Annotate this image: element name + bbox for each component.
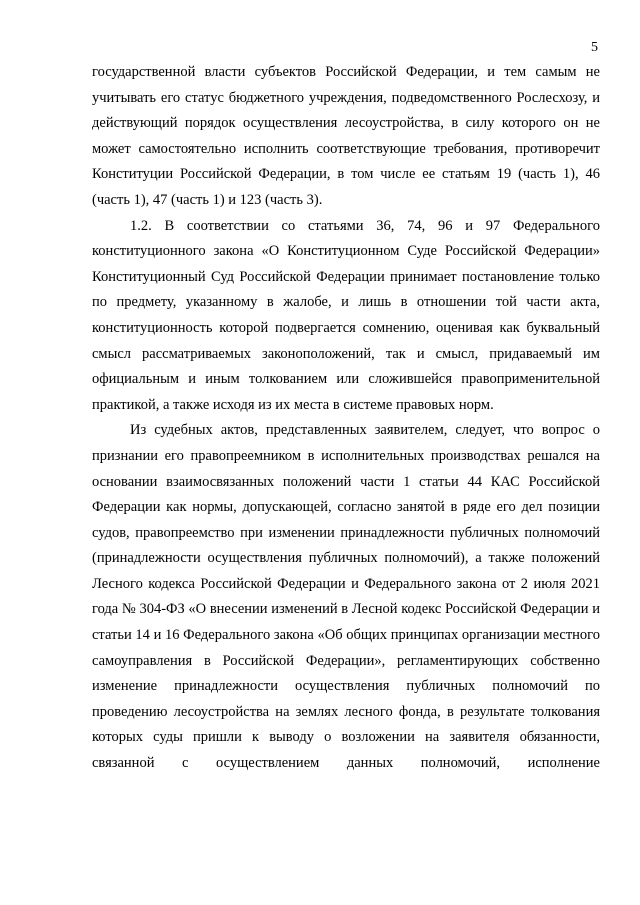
page-number: 5	[591, 40, 598, 55]
paragraph-court-acts: Из судебных актов, представленных заявителем, следует, что вопрос о признании его правопреемником в исполнительных производствах решался на основании взаимосвязанных положений части 1 статьи 44 КАС Российской Федерации как нормы, допускающей, согласно занятой в ряде его дел позиции судов, правопреемство при изменении принадлежности публичных полномочий (принадлежности осуществления публичных полномочий), а также положений Лесного кодекса Российской Федерации и Федерального закона от 2 июля 2021 года № 304-ФЗ «О внесении изменений в Лесной кодекс Российской Федерации и статьи 14 и 16 Федерального закона «Об общих принципах организации местного самоуправления в Российской Федерации», регламентирующих собственно изменение принадлежности осуществления публичных полномочий по проведению лесоустройства на землях лесного фонда, в результате толкования которых суды пришли к выводу о возложении на заявителя обязанности, связанной с осуществлением данных полномочий, исполнение	[92, 422, 600, 772]
document-body	[92, 60, 600, 777]
paragraph-continuation: государственной власти субъектов Российской Федерации, и тем самым не учитывать его статус бюджетного учреждения, подведомственного Рослесхозу, и действующий порядок осуществления лесоустройства, в силу которого он не может самостоятельно исполнить соответствующие требования, противоречит Конституции Российской Федерации, в том числе ее статьям 19 (часть 1), 46 (часть 1), 47 (часть 1) и 123 (часть 3).	[92, 64, 600, 208]
paragraph-section-1-2: 1.2. В соответствии со статьями 36, 74, 96 и 97 Федерального конституционного закона «О Конституционном Суде Российской Федерации» Конституционный Суд Российской Федерации принимает постановление только по предмету, указанному в жалобе, и лишь в отношении той части акта, конституционность которой подвергается сомнению, оценивая как буквальный смысл рассматриваемых законоположений, так и смысл, придаваемый им официальным и иным толкованием или сложившейся правоприменительной практикой, а также исходя из их места в системе правовых норм.	[92, 217, 600, 413]
